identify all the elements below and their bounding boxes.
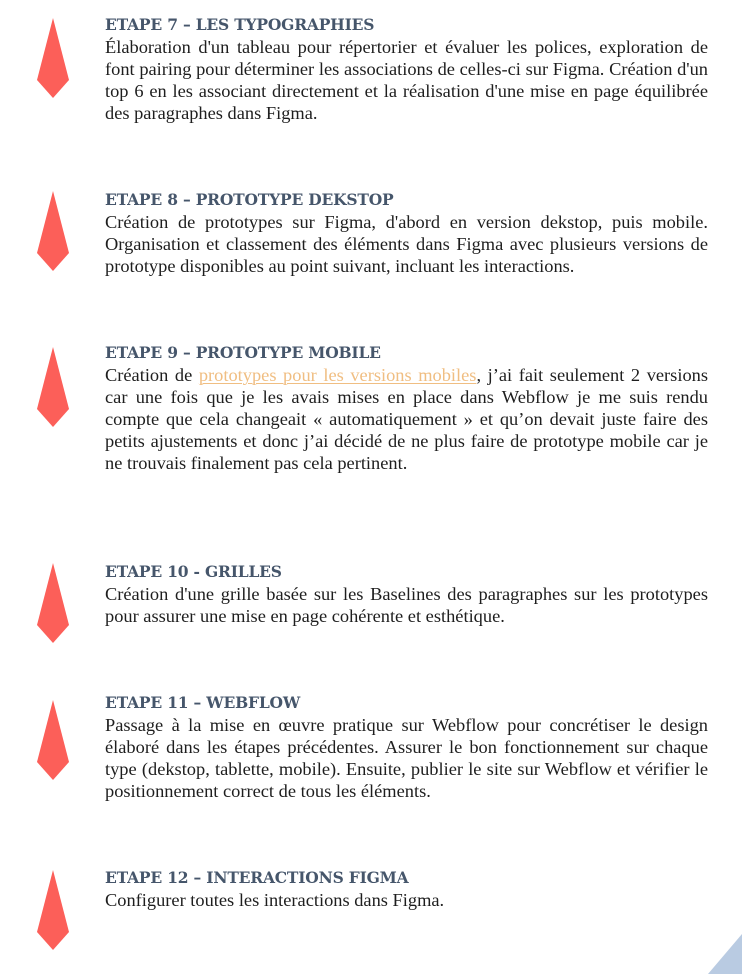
diamond-marker-icon bbox=[37, 870, 69, 950]
diamond-marker-icon bbox=[37, 347, 69, 427]
step-title: ETAPE 7 – LES TYPOGRAPHIES bbox=[105, 15, 375, 34]
diamond-marker-icon bbox=[37, 18, 69, 98]
step-description: Élaboration d'un tableau pour répertorier et évaluer les polices, exploration de font pairing pour déterminer les associations de celles-ci sur Figma. Création d'un top 6 en les associant directement et la réalisation d'une mise en page équilibrée des paragraphes dans Figma. bbox=[105, 37, 708, 123]
diamond-marker-icon bbox=[37, 191, 69, 271]
step-title: ETAPE 12 – INTERACTIONS FIGMA bbox=[105, 868, 409, 887]
description-end: , j’ai fait seulement 2 versions car une fois que je les avais mises en place dans Webflow je me suis rendu compte que cela changeait « automatiquement » et qu’on devait juste faire des petits ajustements et donc j’ai décidé de ne plus faire de prototype mobile car je ne trouvais finalement pas cela pertinent. bbox=[105, 365, 708, 473]
step-description: Passage à la mise en œuvre pratique sur Webflow pour concrétiser le design élaboré dans les étapes précédentes. Assurer le bon fonctionnement sur chaque type (dekstop, tablette, mobile). Ensuite, publier le site sur Webflow et vérifier le positionnement correct de tous les éléments. bbox=[105, 715, 708, 801]
corner-triangle-icon bbox=[708, 934, 742, 974]
description-start: Création de bbox=[105, 365, 199, 385]
prototypes-mobile-link[interactable]: prototypes pour les versions mobiles bbox=[198, 365, 477, 385]
step-description: Création de prototypes sur Figma, d'abord en version dekstop, puis mobile. Organisation et classement des éléments dans Figma avec plusieurs versions de prototype disponibles au point suivant, incluant les interactions. bbox=[105, 212, 708, 276]
diamond-marker-icon bbox=[37, 563, 69, 643]
diamond-marker-icon bbox=[37, 700, 69, 780]
step-description: Configurer toutes les interactions dans Figma. bbox=[105, 890, 445, 910]
step-description bbox=[105, 364, 708, 474]
step-title: ETAPE 10 - GRILLES bbox=[105, 562, 282, 581]
step-description: Création d'une grille basée sur les Baselines des paragraphes sur les prototypes pour assurer une mise en page cohérente et esthétique. bbox=[105, 584, 708, 626]
step-title: ETAPE 8 – PROTOTYPE DEKSTOP bbox=[105, 190, 394, 209]
step-title: ETAPE 9 – PROTOTYPE MOBILE bbox=[105, 343, 381, 362]
step-title: ETAPE 11 – WEBFLOW bbox=[105, 693, 301, 712]
